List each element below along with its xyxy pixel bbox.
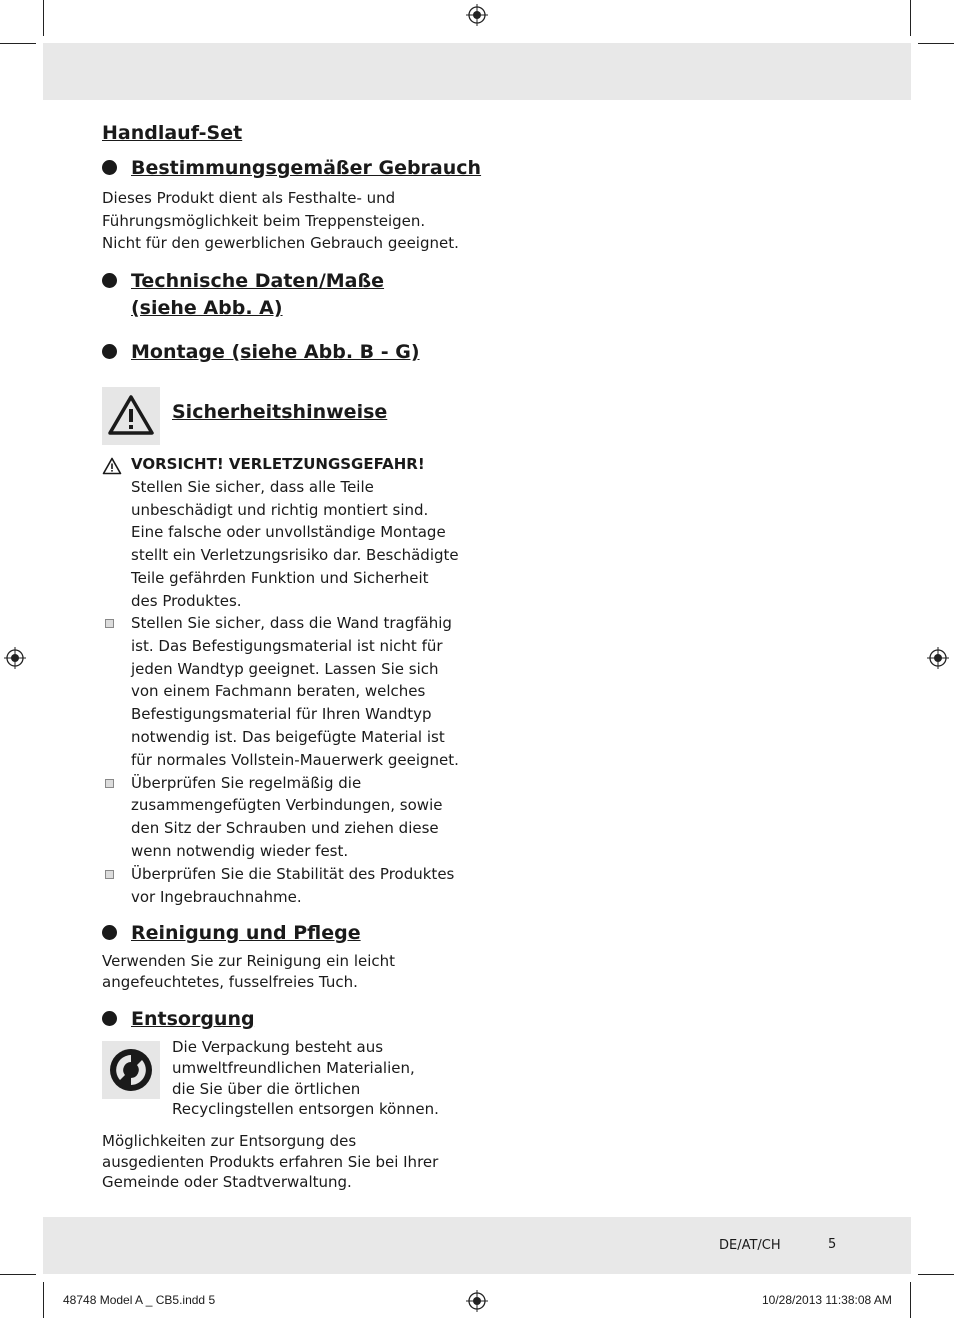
warning-caps: VORSICHT! VERLETZUNGSGEFAHR! [131,455,425,473]
crop-mark [43,0,44,36]
list-item: Überprüfen Sie regelmäßig die zusammengefügten Verbindungen, sowie den Sitz der Schrauben und ziehen diese wenn notwendig wieder fest. [102,772,472,863]
section-heading-technical-data: Technische Daten/Maße (siehe Abb. A) [102,268,384,322]
safety-bullet-list [102,612,472,908]
cleaning-text: Verwenden Sie zur Reinigung ein leicht angefeuchtetes, fusselfreies Tuch. [102,952,396,991]
safety-warning: VORSICHT! VERLETZUNGSGEFAHR! Stellen Sie sicher, dass alle Teile unbeschädigt und richtig montiert sind. Eine falsche oder unvollständige Montage stellt ein Verletzungsrisiko dar. Beschädigte Teile gefährden Funktion und Sicherheit des Produktes. [102,453,472,613]
page-number: 5 [828,1237,837,1252]
footer-band [43,1217,911,1274]
disposal-text: Möglichkeiten zur Entsorgung des ausgedienten Produkts erfahren Sie bei Ihrer Gemeinde oder Stadtverwaltung. [102,1132,439,1191]
warning-sign-box [102,387,160,445]
green-dot-recycle-icon [102,1041,160,1099]
crop-mark [0,1274,36,1275]
section-heading-safety: Sicherheitshinweise [172,401,388,423]
section-heading-cleaning: Reinigung und Pflege [102,920,361,947]
square-bullet-icon [105,870,114,879]
intended-use-text: Dieses Produkt dient als Festhalte- und Führungsmöglichkeit beim Treppensteigen. Nicht für den gewerblichen Gebrauch geeignet. [102,189,459,252]
filled-circle-icon [102,344,117,359]
crop-mark [0,43,36,44]
square-bullet-icon [105,619,114,628]
registration-mark-icon [466,4,488,26]
header-band [43,43,911,100]
recycle-text: Die Verpackung besteht aus umweltfreundlichen Materialien, die Sie über die örtlichen Recyclingstellen entsorgen können. [172,1038,439,1119]
registration-mark-icon [927,647,949,669]
crop-mark [43,1282,44,1318]
crop-mark [918,1274,954,1275]
section-heading-intended-use: Bestimmungsgemäßer Gebrauch [102,155,481,182]
warning-triangle-icon [102,457,122,475]
filled-circle-icon [102,160,117,175]
section-heading-assembly: Montage (siehe Abb. B - G) [102,339,420,366]
registration-mark-icon [466,1290,488,1312]
footer-language: DE/AT/CH [719,1238,781,1253]
filled-circle-icon [102,925,117,940]
print-slug-file: 48748 Model A _ CB5.indd 5 [63,1293,216,1307]
registration-mark-icon [4,647,26,669]
crop-mark [910,1282,911,1318]
filled-circle-icon [102,1011,117,1026]
print-slug-timestamp: 10/28/2013 11:38:08 AM [762,1293,892,1307]
list-item: Stellen Sie sicher, dass die Wand tragfähig ist. Das Befestigungsmaterial ist nicht für jeden Wandtyp geeignet. Lassen Sie sich von einem Fachmann beraten, welches Befestigungsmaterial für Ihren Wandtyp notwendig ist. Das beigefügte Material ist für normales Vollstein-Mauerwerk geeignet. [102,612,472,772]
list-item: Überprüfen Sie die Stabilität des Produktes vor Ingebrauchnahme. [102,863,472,909]
crop-mark [910,0,911,36]
recycle-symbol-box [102,1041,160,1099]
crop-mark [918,43,954,44]
square-bullet-icon [105,779,114,788]
filled-circle-icon [102,273,117,288]
section-heading-disposal: Entsorgung [102,1006,255,1033]
warning-triangle-icon [102,387,160,445]
page-title: Handlauf-Set [102,122,243,144]
